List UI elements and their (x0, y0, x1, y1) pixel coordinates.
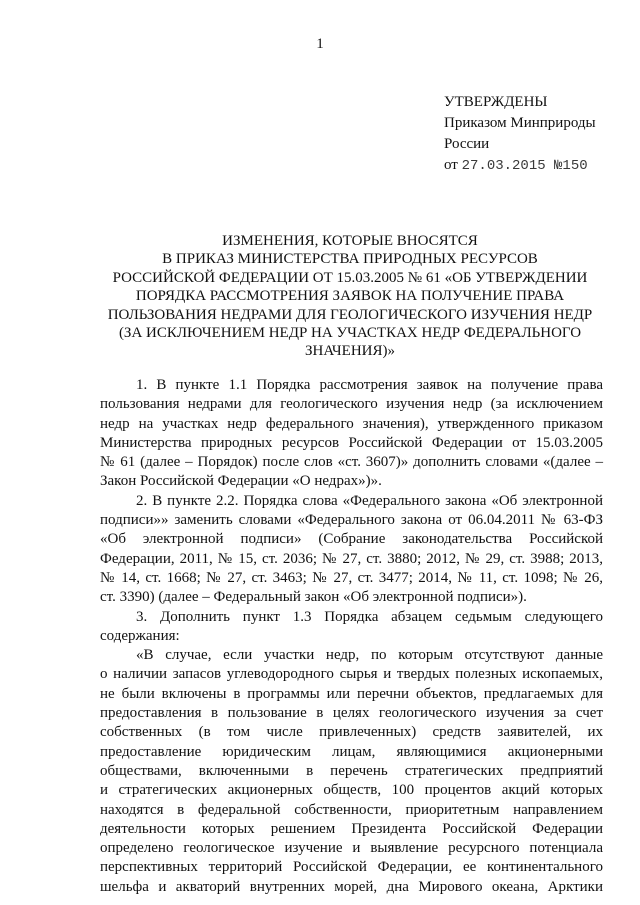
title-line: (ЗА ИСКЛЮЧЕНИЕМ НЕДР НА УЧАСТКАХ НЕДР ФЕДЕРАЛЬНОГО (118, 325, 582, 342)
approval-line-1: Приказом Минприроды (444, 115, 596, 131)
title-line: ПОРЯДКА РАССМОТРЕНИЯ ЗАЯВОК НА ПОЛУЧЕНИЕ ПРАВА (135, 288, 565, 305)
title-line: В ПРИКАЗ МИНИСТЕРСТВА ПРИРОДНЫХ РЕСУРСОВ (162, 251, 538, 268)
body-line: 2. В пункте 2.2. Порядка слова «Федерального закона «Об электронной (136, 492, 603, 509)
approval-line-2: России (444, 136, 490, 152)
body-line: предоставления в пользование в целях геологического изучения за счет (100, 705, 603, 722)
body-line: деятельности которых решением Президента Российской Федерации (100, 820, 603, 837)
body-line: пользования недрами для геологического изучения недр (за исключением (100, 396, 603, 413)
body-line: Федерации, 2011, № 15, ст. 2036; № 27, ст. 3880; 2012, № 29, ст. 3988; 2013, (100, 550, 603, 567)
body-line: недр на участках недр федерального значения), утвержденного приказом (100, 415, 603, 432)
body-line: и стратегических акционерных обществ, 100 процентов акций которых (100, 782, 603, 799)
body-line: перспективных территорий Российской Федерации, ее континентального (100, 859, 603, 876)
body-line: 3. Дополнить пункт 1.3 Порядка абзацем седьмым следующего (136, 608, 603, 625)
body-line: 1. В пункте 1.1 Порядка рассмотрения заявок на получение права (136, 377, 603, 393)
document-body (100, 376, 603, 897)
body-line: № 61 (далее – Порядок) после слов «ст. 3607)» дополнить словами «(далее – (100, 454, 603, 471)
page-number: 1 (316, 36, 324, 52)
title-line: РОССИЙСКОЙ ФЕДЕРАЦИИ ОТ 15.03.2005 № 61 «ОБ УТВЕРЖДЕНИИ (112, 269, 588, 286)
title-line: ИЗМЕНЕНИЯ, КОТОРЫЕ ВНОСЯТСЯ (222, 233, 478, 249)
body-line: «Об электронной подписи» (Собрание законодательства Российской (100, 531, 603, 548)
body-line: о наличии запасов углеводородного сырья и твердых полезных ископаемых, (100, 666, 603, 683)
approval-heading: УТВЕРЖДЕНЫ (444, 94, 548, 110)
body-line: Министерства природных ресурсов Российской Федерации от 15.03.2005 (100, 434, 603, 451)
body-line: содержания: (100, 627, 180, 644)
body-line: подписи»» заменить словами «Федерального закона от 06.04.2011 № 63-ФЗ (100, 512, 603, 529)
body-line: определено геологическое изучение и выявление ресурсного потенциала (100, 840, 603, 857)
approval-date-stamp: 27.03.2015 №150 (461, 158, 588, 174)
body-line: собственных (в том числе привлеченных) средств заявителей, их (100, 724, 603, 741)
approval-block (444, 92, 596, 177)
body-line: не были включены в программы или перечни объектов, предлагаемых для (100, 685, 603, 702)
body-line: № 14, ст. 1668; № 27, ст. 3463; № 27, ст. 3477; 2014, № 11, ст. 1098; № 26, (100, 569, 603, 586)
title-line: ПОЛЬЗОВАНИЯ НЕДРАМИ ДЛЯ ГЕОЛОГИЧЕСКОГО ИЗУЧЕНИЯ НЕДР (107, 306, 593, 323)
approval-date-prefix: от (444, 157, 458, 173)
body-line: Закон Российской Федерации «О недрах»)». (100, 473, 382, 490)
approval-date-line (444, 155, 596, 177)
body-line: «В случае, если участки недр, по которым отсутствуют данные (136, 647, 603, 664)
body-line: шельфа и акваторий внутренних морей, дна Мирового океана, Арктики (100, 878, 603, 895)
body-line: находятся в федеральной собственности, приоритетным направлением (100, 801, 603, 818)
body-line: обществами, включенными в перечень стратегических предприятий (100, 762, 603, 779)
document-title (100, 232, 600, 361)
body-line: ст. 3390) (далее – Федеральный закон «Об электронной подписи»). (100, 589, 527, 606)
body-line: предоставление юридическим лицам, являющимися акционерными (100, 743, 603, 760)
title-line: ЗНАЧЕНИЯ)» (305, 343, 395, 360)
